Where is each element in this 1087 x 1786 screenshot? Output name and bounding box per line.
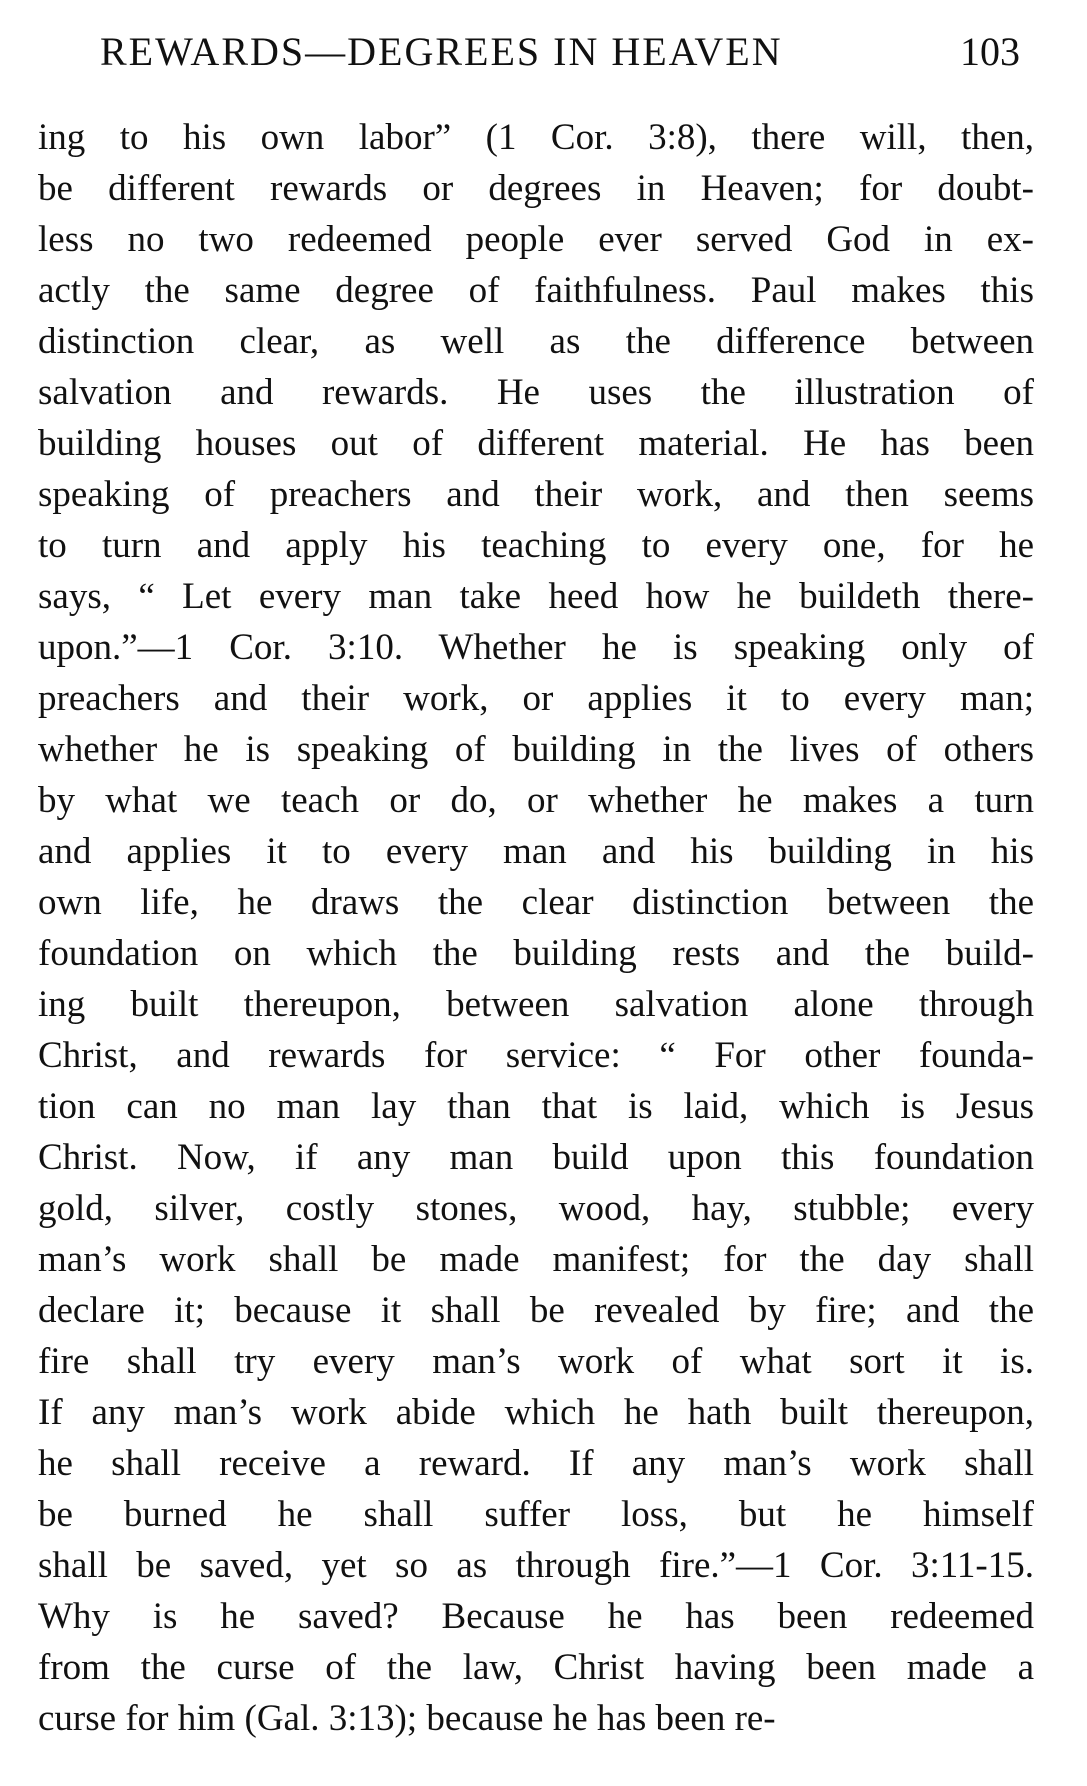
text-line: ing to his own labor” (1 Cor. 3:8), there will, then, [38,117,1034,158]
text-line: by what we teach or do, or whether he makes a turn [38,780,1034,821]
text-line: he shall receive a reward. If any man’s work shall [38,1443,1034,1484]
text-line: from the curse of the law, Christ having been made a [38,1647,1034,1688]
text-line: ing built thereupon, between salvation alone through [38,984,1034,1025]
text-line: gold, silver, costly stones, wood, hay, stubble; every [38,1188,1034,1229]
text-line: If any man’s work abide which he hath built thereupon, [38,1392,1034,1433]
text-line: whether he is speaking of building in the lives of others [38,729,1034,770]
text-line: Why is he saved? Because he has been redeemed [38,1596,1034,1637]
text-line: speaking of preachers and their work, and then seems [38,474,1034,515]
text-line: foundation on which the building rests and the build- [38,933,1034,974]
text-line: preachers and their work, or applies it to every man; [38,678,1034,719]
text-line: actly the same degree of faithfulness. Paul makes this [38,270,1034,311]
text-line: upon.”—1 Cor. 3:10. Whether he is speaking only of [38,627,1034,668]
text-line: curse for him (Gal. 3:13); because he has been re- [38,1698,776,1739]
text-line: to turn and apply his teaching to every one, for he [38,525,1034,566]
text-line: Christ. Now, if any man build upon this foundation [38,1137,1034,1178]
body-text [38,112,1034,1744]
text-line: be different rewards or degrees in Heaven; for doubt- [38,168,1034,209]
text-line: own life, he draws the clear distinction between the [38,882,1034,923]
text-line: be burned he shall suffer loss, but he himself [38,1494,1034,1535]
text-line: says, “ Let every man take heed how he buildeth there- [38,576,1034,617]
text-line: distinction clear, as well as the difference between [38,321,1034,362]
text-line: salvation and rewards. He uses the illustration of [38,372,1034,413]
text-line: and applies it to every man and his building in his [38,831,1034,872]
text-line: building houses out of different material. He has been [38,423,1034,464]
running-title: REWARDS—DEGREES IN HEAVEN [100,29,783,74]
running-header [100,26,1020,78]
text-line: man’s work shall be made manifest; for the day shall [38,1239,1034,1280]
text-line: declare it; because it shall be revealed by fire; and the [38,1290,1034,1331]
text-line: fire shall try every man’s work of what sort it is. [38,1341,1034,1382]
text-line: shall be saved, yet so as through fire.”—1 Cor. 3:11-15. [38,1545,1034,1586]
page-number: 103 [960,29,1020,74]
text-line: Christ, and rewards for service: “ For other founda- [38,1035,1034,1076]
text-line: tion can no man lay than that is laid, which is Jesus [38,1086,1034,1127]
text-line: less no two redeemed people ever served God in ex- [38,219,1034,260]
